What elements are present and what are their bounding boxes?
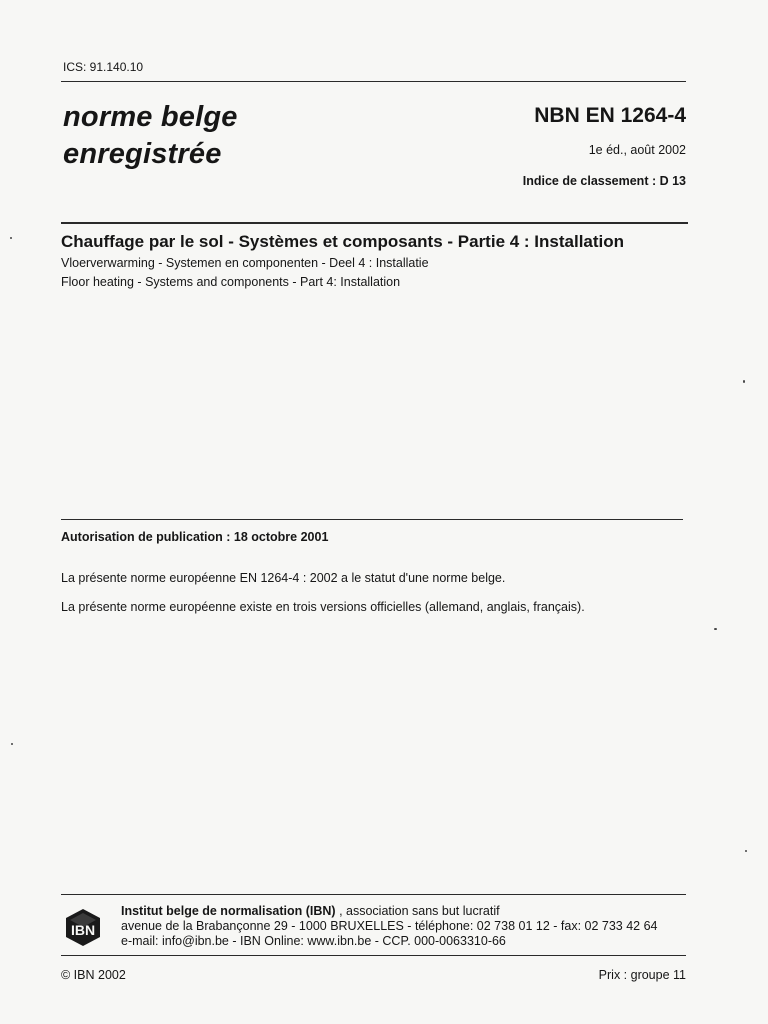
scan-speck [714,628,717,630]
status-paragraph: La présente norme européenne EN 1264-4 : 2002 a le statut d'une norme belge. [61,571,506,585]
footer-rule-bottom [61,955,686,956]
institute-address: avenue de la Brabançonne 29 - 1000 BRUXELLES - téléphone: 02 738 01 12 - fax: 02 733 42 64 [121,919,658,933]
price-group: Prix : groupe 11 [598,968,686,982]
scan-speck [10,237,12,239]
publication-rule [61,519,683,520]
footer-rule-top [61,894,686,895]
main-title-fr: Chauffage par le sol - Systèmes et composants - Partie 4 : Installation [61,232,625,251]
norm-type-line2: enregistrée [63,138,222,170]
ics-code: ICS: 91.140.10 [63,60,144,74]
versions-paragraph: La présente norme européenne existe en trois versions officielles (allemand, anglais, français). [61,600,585,614]
norm-type-line1: norme belge [63,101,238,133]
title-rule [61,222,688,224]
svg-text:IBN: IBN [70,922,96,938]
edition-date: 1e éd., août 2002 [588,143,686,157]
scan-speck [745,850,747,852]
institute-name: Institut belge de normalisation (IBN) [121,904,336,918]
standard-number: NBN EN 1264-4 [534,104,686,127]
ibn-logo-icon [63,907,103,947]
classification-index: Indice de classement : D 13 [522,174,686,188]
institute-suffix: , association sans but lucratif [335,904,500,918]
institute-contact: e-mail: info@ibn.be - IBN Online: www.ibn.be - CCP. 000-0063310-66 [121,934,506,948]
scan-speck [11,743,13,745]
institute-line [121,904,500,918]
subtitle-en: Floor heating - Systems and components - Part 4: Installation [61,275,401,289]
header-rule [61,81,686,82]
copyright: © IBN 2002 [61,968,126,982]
scan-speck [743,380,745,383]
subtitle-nl: Vloerverwarming - Systemen en componenten - Deel 4 : Installatie [61,256,429,270]
publication-authorization: Autorisation de publication : 18 octobre 2001 [61,530,329,544]
